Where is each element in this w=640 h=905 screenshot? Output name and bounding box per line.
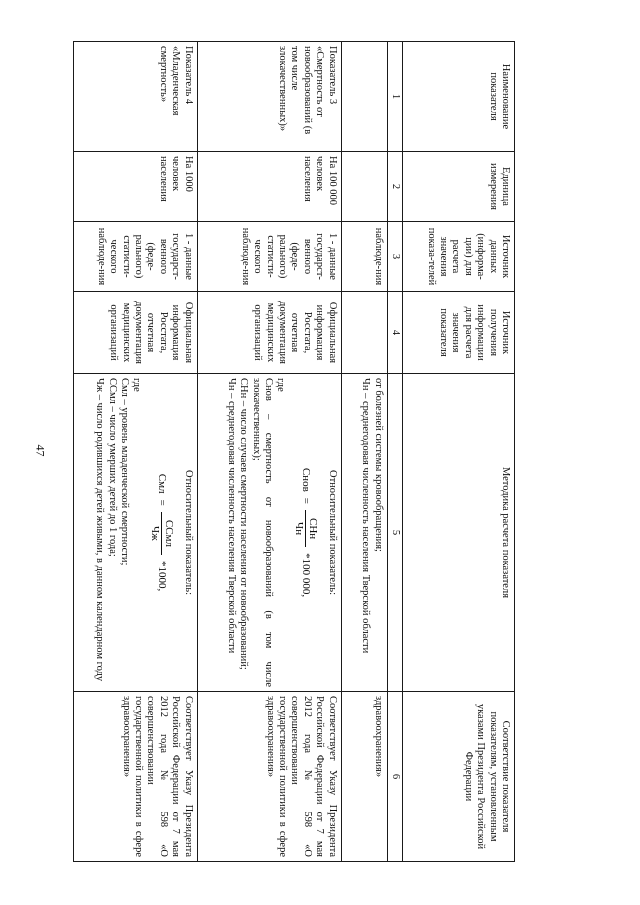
row4-def2: ССмл – число умерших детей до 1 года;: [106, 378, 118, 557]
rotated-table-sheet: [75, 41, 515, 861]
row4-where: где: [131, 378, 143, 392]
row3-where: где: [275, 378, 287, 392]
row4-name: Показатель 4 «Младенческая смертность»: [73, 42, 197, 152]
cont-source-data: наблюде-ния: [341, 222, 387, 292]
header-compliance: Соответствие показателя показателям, установленным указами Президента Российской Федерации: [403, 692, 515, 862]
col-number: 4: [387, 292, 402, 374]
row3-source-info: Официальная информация Росстата, отчетная документация медицинских организаций: [197, 292, 341, 374]
row4-source-info: Официальная информация Росстата, отчетная документация медицинских организаций: [73, 292, 197, 374]
row4-compliance: Соответствует Указу Президента Российской Федерации от 7 мая 2012 года № 598 «О совершенствовании государственной политики в сфере здравоохранения»: [73, 692, 197, 862]
column-number-row: [387, 42, 402, 862]
row4-unit: На 1000 человек населения: [73, 152, 197, 222]
row3-formula-denominator: Чн: [293, 522, 306, 536]
row4-method: [73, 374, 197, 692]
row4-formula-numerator: ССмл: [161, 512, 175, 555]
row4-formula-fraction: [148, 512, 175, 555]
equals-sign: =: [156, 499, 169, 506]
cont-unit-cell: [341, 152, 387, 222]
row3-compliance: Соответствует Указу Президента Российской Федерации от 7 мая 2012 года № 598 «О совершенствовании государственной политики в сфере здравоохранения»: [197, 692, 341, 862]
col-number: 5: [387, 374, 402, 692]
row3-formula-numerator: СНн: [305, 510, 319, 547]
cont-source-info-cell: [341, 292, 387, 374]
header-source-data: Источник данных (информа-ции) для расчета значения показа-телей: [403, 222, 515, 292]
row4-source-data: 1 - данные государст-венного (феде-рального) статисти-ческого наблюде-ния: [73, 222, 197, 292]
cont-method-line2: Чн – среднегодовая численность населения Тверской области: [360, 378, 372, 654]
cont-method-line1: от болезней системы кровообращения;: [372, 378, 384, 552]
table-row-indicator-3: [197, 42, 341, 862]
row3-unit: На 100 000 человек населения: [197, 152, 341, 222]
cont-method: [341, 374, 387, 692]
row3-formula-fraction: [292, 510, 319, 547]
header-name: Наименование показателя: [403, 42, 515, 152]
row3-formula: [292, 378, 319, 687]
row4-formula-tail: *1000,: [156, 560, 169, 592]
header-source-info: Источник получения информации для расчета значения показателя: [403, 292, 515, 374]
row4-def1: Смл – уровень младенческой смертности;: [118, 378, 130, 566]
row3-formula-lhs: Снов: [300, 467, 313, 492]
col-number: 3: [387, 222, 402, 292]
row4-method-title: Относительный показатель:: [182, 470, 194, 595]
row3-def3: Чн – среднегодовая численность населения Тверской области: [225, 378, 237, 654]
equals-sign: =: [300, 497, 313, 504]
row4-formula-lhs: Смл: [156, 473, 169, 494]
row4-def3: Чж – число родившихся детей живыми, в данном календарном году: [94, 378, 106, 682]
continuation-row: [341, 42, 387, 862]
header-unit: Единица измерения: [403, 152, 515, 222]
row3-source-data: 1 - данные государст-венного (феде-рального) статисти-ческого наблюде-ния: [197, 222, 341, 292]
header-row: [403, 42, 515, 862]
row3-name: Показатель 3 «Смертность от новообразований (в том числе злокачественных)»: [197, 42, 341, 152]
row3-def1: Снов – смертность от новообразований (в том числе злокачественных);: [250, 378, 274, 687]
col-number: 2: [387, 152, 402, 222]
col-number: 6: [387, 692, 402, 862]
cont-name-cell: [341, 42, 387, 152]
row3-method-title: Относительный показатель:: [326, 470, 338, 595]
header-method: Методика расчета показателя: [403, 374, 515, 692]
row3-formula-tail: *100 000,: [300, 553, 313, 598]
row4-formula: [148, 378, 175, 687]
row3-def2: СНн – число случаев смертности населения от новообразований;: [238, 378, 250, 670]
table-row-indicator-4: [73, 42, 197, 862]
col-number: 1: [387, 42, 402, 152]
row4-formula-denominator: Чж: [149, 526, 162, 541]
cont-compliance: здравоохранения»: [341, 692, 387, 862]
row3-method: [197, 374, 341, 692]
indicators-table: [73, 41, 515, 862]
page-number: 47: [33, 444, 48, 457]
